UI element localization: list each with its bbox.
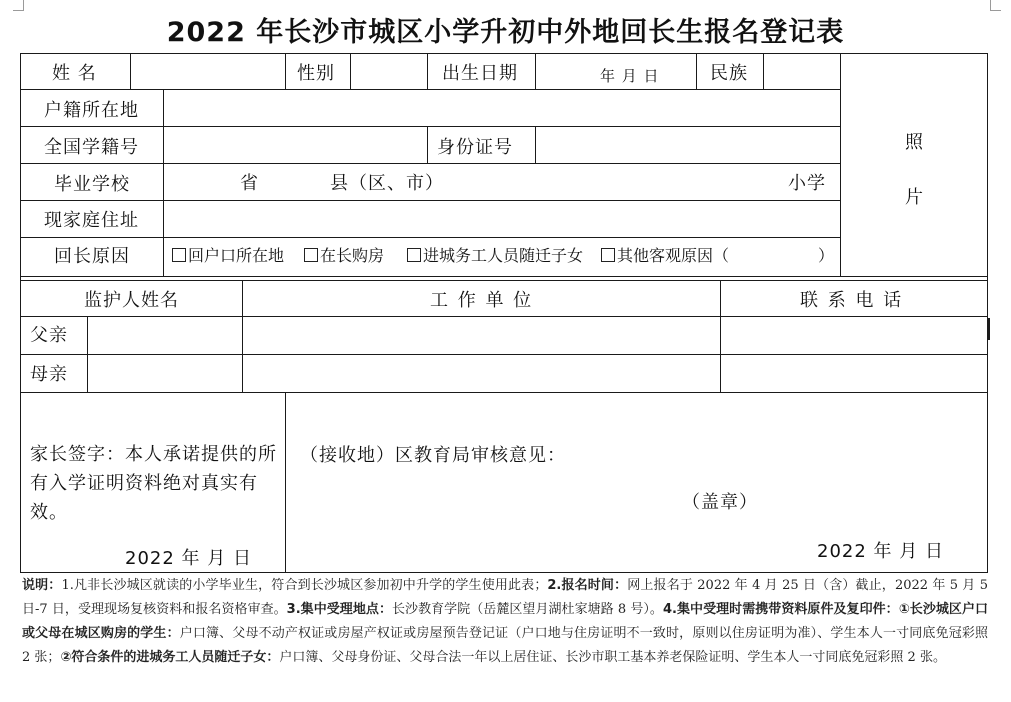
ethnicity-label: 民族 bbox=[710, 63, 748, 84]
grid-line bbox=[20, 89, 840, 90]
grid-line bbox=[696, 53, 697, 90]
school-label: 毕业学校 bbox=[54, 174, 130, 195]
parent-signature-statement: 家长签字：本人承诺提供的所有入学证明资料绝对真实有效。 bbox=[30, 444, 277, 523]
checkbox-icon bbox=[172, 248, 186, 262]
grid-line bbox=[763, 53, 764, 90]
id-card-label: 身份证号 bbox=[437, 137, 513, 158]
grid-line bbox=[20, 276, 988, 277]
grid-line bbox=[350, 53, 351, 90]
review-date: 2022 年 月 日 bbox=[817, 541, 944, 562]
reason-label: 回长原因 bbox=[54, 246, 130, 267]
grid-line bbox=[20, 237, 840, 238]
notes-label: 说明： bbox=[22, 578, 62, 593]
table-border-left bbox=[20, 53, 21, 573]
grid-line bbox=[285, 392, 286, 573]
birth-date-label: 出生日期 bbox=[442, 63, 518, 84]
notes: 说明：1.凡非长沙城区就读的小学毕业生，符合到长沙城区参加初中升学的学生使用此表；2.报名时间：网上报名于 2022 年 4 月 25 日（含）截止，2022 年 5 月 5 日-7 日，受理现场复核资料和报名资格审查。3.集中受理地点：长沙教育学院（岳麓区望月湖杜家塘路 8 号）。4.集中受理时需携带资料原件及复印件：①长沙城区户口或父母在城区购房的学生：户口簿、父母不动产权证或房屋产权证或房屋预告登记证（户口地与住房证明不一致时，原则以住房证明为准）、学生本人一寸同底免冠彩照 2 张；②符合条件的进城务工人员随迁子女：户口簿、父母身份证、父母合法一年以上居住证、长沙市职工基本养老保险证明、学生本人一寸同底免冠彩照 2 张。 bbox=[22, 578, 989, 665]
reason-option-house-purchase[interactable]: 在长购房 bbox=[304, 245, 384, 267]
grid-line bbox=[535, 53, 536, 90]
name-label: 姓 名 bbox=[52, 63, 97, 84]
school-county: 县（区、市） bbox=[330, 173, 444, 194]
grid-line bbox=[20, 392, 988, 393]
grid-line bbox=[720, 280, 721, 393]
checkbox-icon bbox=[304, 248, 318, 262]
grid-line bbox=[20, 163, 840, 164]
grid-line bbox=[130, 53, 131, 90]
grid-line bbox=[427, 126, 428, 163]
photo-label-top: 照 bbox=[905, 132, 924, 153]
grid-line bbox=[535, 126, 536, 163]
phone-header: 联 系 电 话 bbox=[800, 290, 904, 311]
reason-option-migrant-worker[interactable]: 进城务工人员随迁子女 bbox=[407, 245, 583, 267]
guardian-name-header: 监护人姓名 bbox=[84, 290, 179, 311]
seal-label: （盖章） bbox=[682, 492, 758, 513]
photo-label-bottom: 片 bbox=[905, 187, 924, 208]
grid-mark bbox=[988, 318, 990, 340]
student-id-label: 全国学籍号 bbox=[44, 137, 139, 158]
photo-divider bbox=[840, 53, 841, 277]
father-label: 父亲 bbox=[30, 325, 68, 346]
checkbox-icon bbox=[601, 248, 615, 262]
review-opinion-label: （接收地）区教育局审核意见： bbox=[300, 445, 566, 466]
household-label: 户籍所在地 bbox=[44, 100, 139, 121]
work-unit-header: 工 作 单 位 bbox=[430, 290, 534, 311]
table-border-right bbox=[987, 53, 988, 573]
grid-line bbox=[285, 53, 286, 90]
reason-option-household[interactable]: 回户口所在地 bbox=[172, 245, 284, 267]
grid-line bbox=[242, 280, 243, 393]
grid-line bbox=[20, 200, 840, 201]
grid-line bbox=[20, 126, 840, 127]
gender-label: 性别 bbox=[297, 63, 335, 84]
grid-line bbox=[20, 354, 988, 355]
table-border-top bbox=[20, 53, 988, 54]
reason-option-other[interactable]: 其他客观原因（ bbox=[601, 245, 729, 267]
school-province: 省 bbox=[240, 173, 259, 194]
reason-close-paren: ） bbox=[818, 246, 835, 265]
grid-line bbox=[427, 53, 428, 90]
grid-line bbox=[20, 316, 988, 317]
mother-label: 母亲 bbox=[30, 364, 68, 385]
school-primary: 小学 bbox=[788, 173, 826, 194]
grid-line bbox=[163, 89, 164, 277]
grid-line bbox=[87, 316, 88, 393]
birth-date-placeholder: 年 月 日 bbox=[600, 67, 660, 85]
grid-line bbox=[20, 280, 988, 281]
table-border-bottom bbox=[20, 572, 988, 573]
checkbox-icon bbox=[407, 248, 421, 262]
address-label: 现家庭住址 bbox=[44, 210, 139, 231]
signature-date: 2022 年 月 日 bbox=[125, 548, 252, 569]
form-title: 2022 年长沙市城区小学升初中外地回长生报名登记表 bbox=[166, 17, 845, 48]
